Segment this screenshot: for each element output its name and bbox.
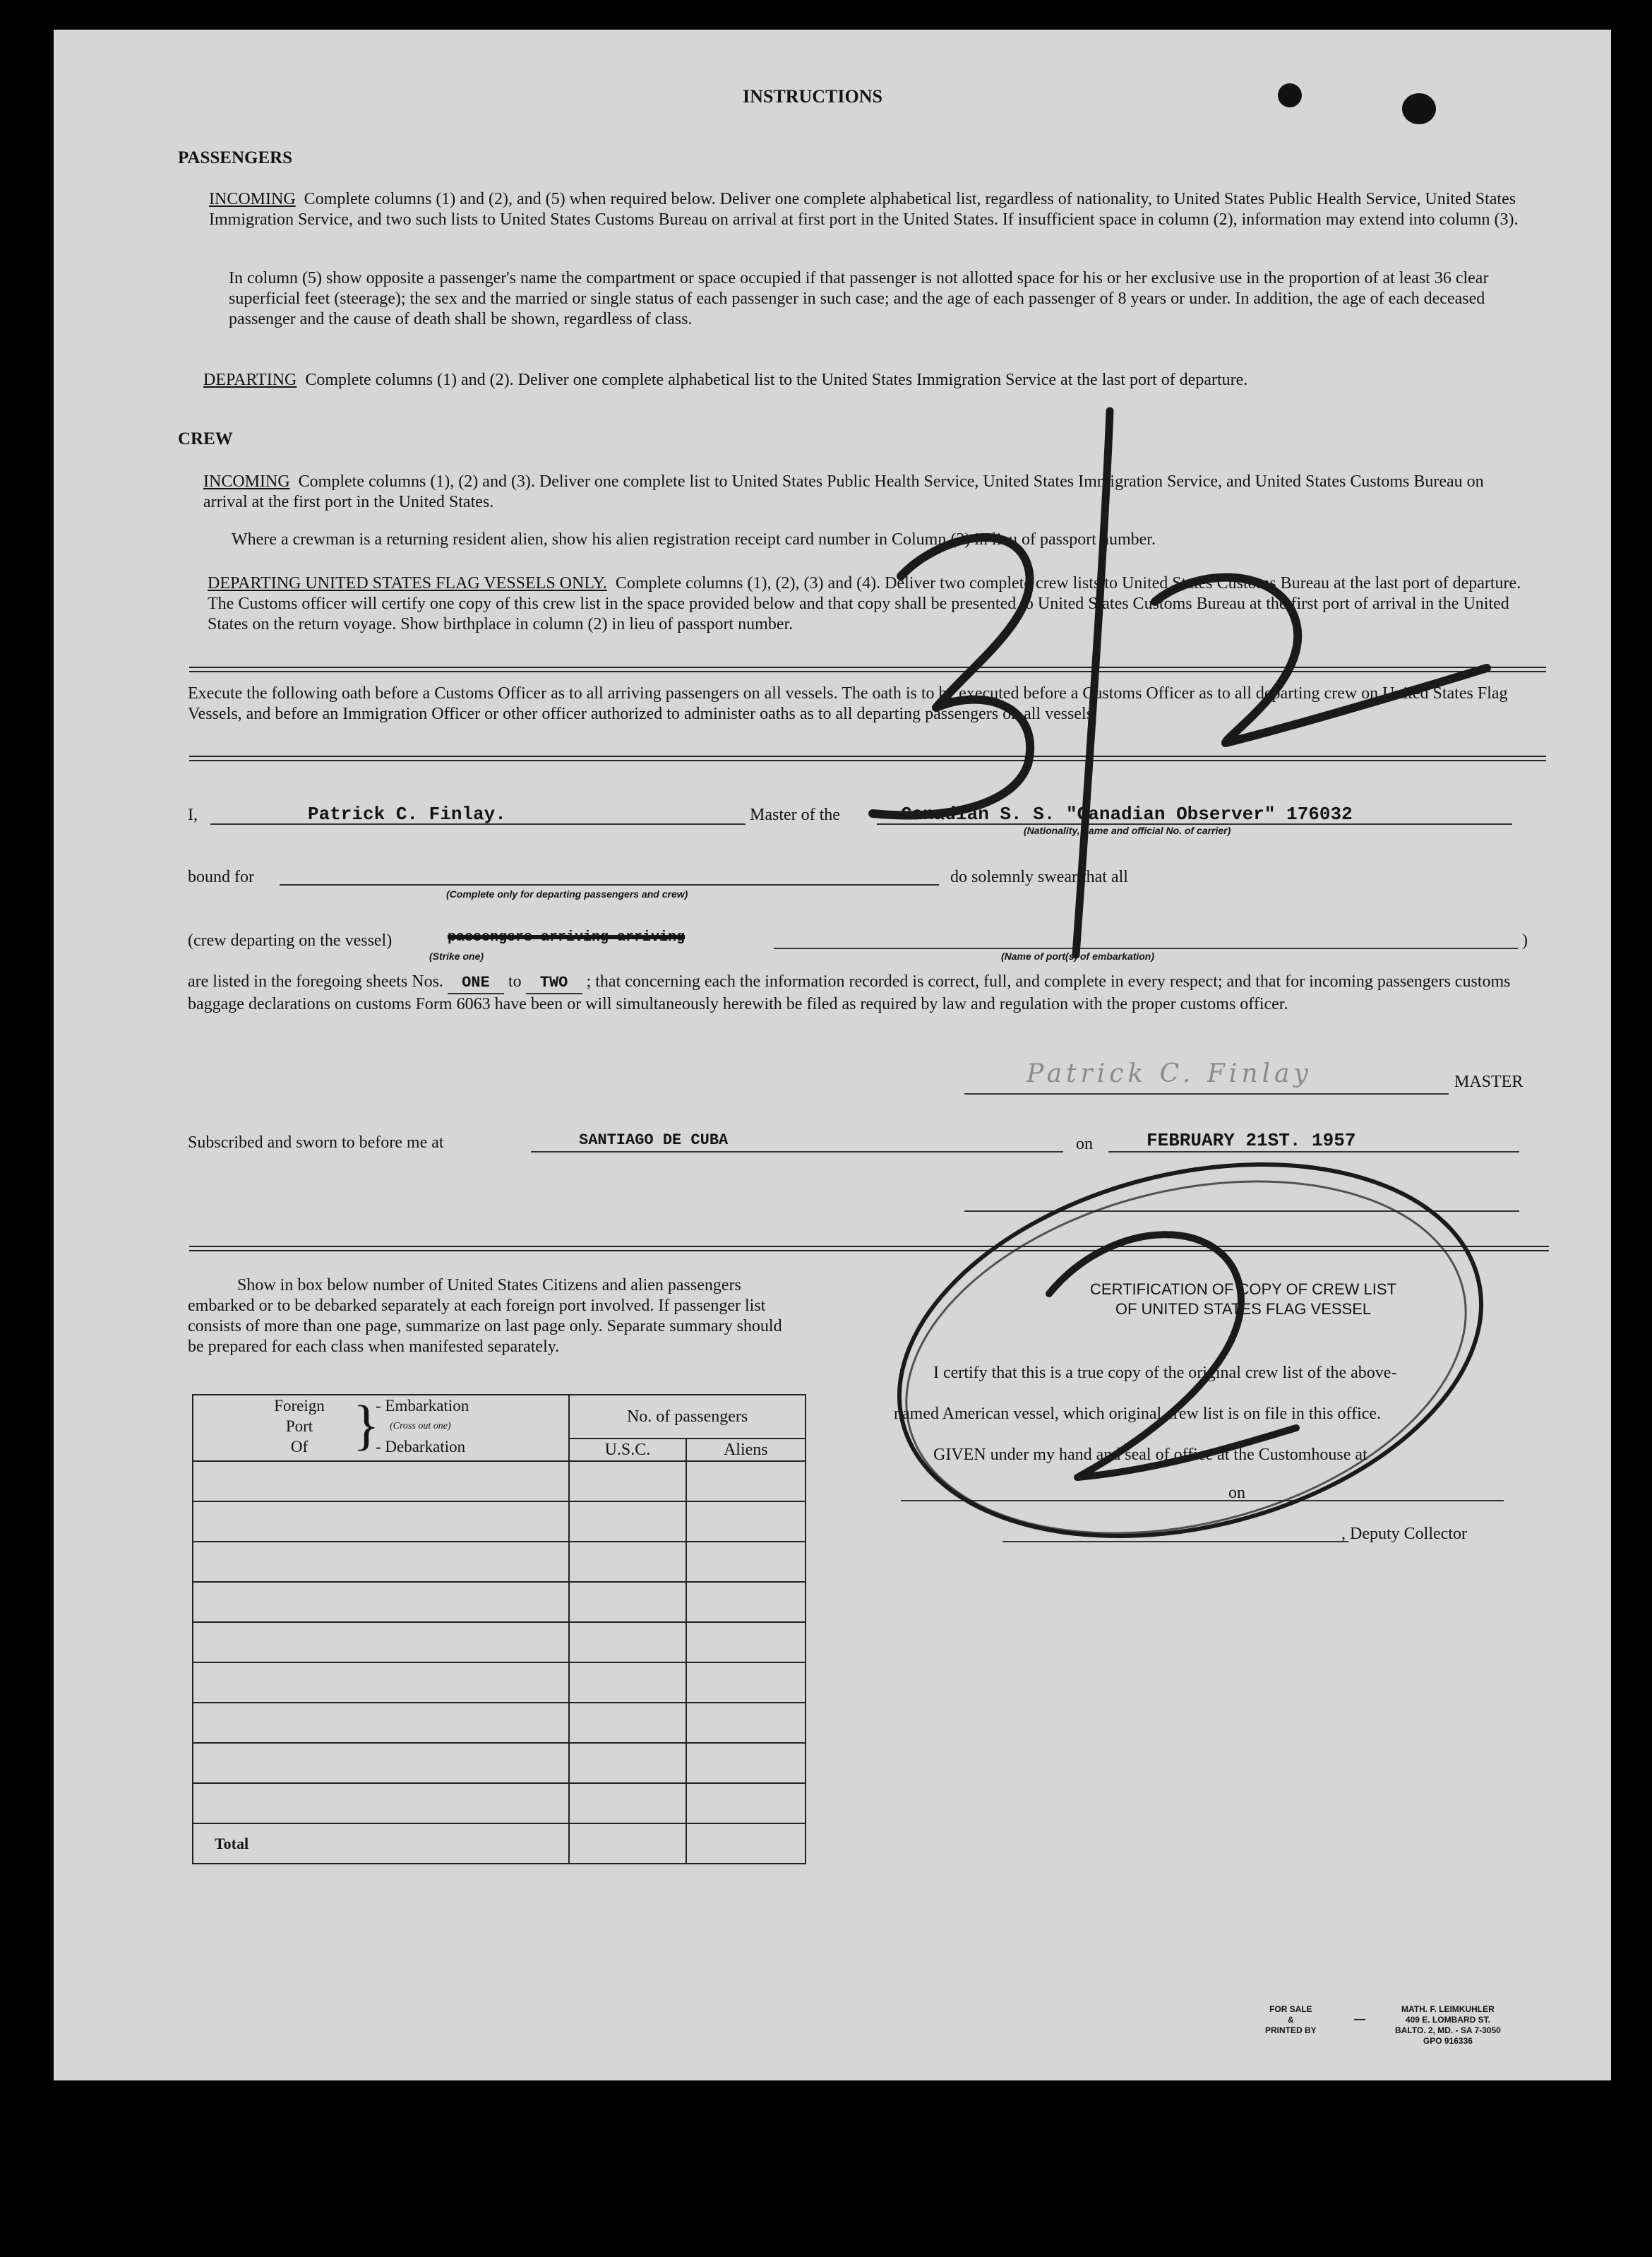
ports-caption: (Name of port(s) of embarkation) <box>1001 951 1155 962</box>
master-of-label: Master of the <box>750 806 840 824</box>
sheets-prefix: are listed in the foregoing sheets Nos. <box>188 972 443 991</box>
brace: } <box>353 1394 380 1455</box>
certification-title-line1: CERTIFICATION OF COPY OF CREW LIST <box>1090 1280 1396 1298</box>
passengers-column5-paragraph: In column (5) show opposite a passenger's name the compartment or space occupied if that passenger is not allotted space for his or her exclusive use in the proportion of at least 36 clear superficial feet (steerage); the sex and the married or single status of each passenger in such case; and the age of each passenger of 8 years or under. In addition, the age of each deceased passenger and the cause of death shall be shown, regardless of class. <box>229 269 1489 328</box>
crew-incoming-label: INCOMING <box>203 472 290 491</box>
crew-departing-label: DEPARTING UNITED STATES FLAG VESSELS ONLY. <box>208 574 607 592</box>
imprint-street: 409 E. LOMBARD ST. <box>1405 2015 1490 2025</box>
imprint-for-sale: FOR SALE <box>1269 2004 1312 2014</box>
certification-line2: named American vessel, which original crew list is on file in this office. <box>894 1405 1382 1423</box>
bound-for-caption: (Complete only for departing passengers and crew) <box>446 888 688 900</box>
imprint-printer: MATH. F. LEIMKUHLER <box>1401 2004 1495 2014</box>
aliens-header: Aliens <box>686 1439 806 1461</box>
imprint-left <box>1265 2004 1317 2036</box>
imprint-right <box>1395 2004 1501 2047</box>
crew-heading: CREW <box>178 429 233 448</box>
imprint-city: BALTO. 2, MD. - SA 7-3050 <box>1395 2025 1501 2035</box>
handwritten-sheet-number <box>1063 524 1064 525</box>
sworn-date: FEBRUARY 21ST. 1957 <box>1147 1130 1356 1151</box>
of-label: Of <box>290 1438 309 1455</box>
sheet-to: TWO <box>526 972 582 994</box>
swear-text: do solemnly swear that all <box>950 868 1128 886</box>
imprint-ampersand: & <box>1288 2015 1294 2025</box>
vessel-name: Canadian S. S. "Canadian Observer" 176032 <box>901 804 1353 825</box>
passengers-heading: PASSENGERS <box>178 148 293 167</box>
struck-text: passengers arriving arriving <box>448 929 686 946</box>
no-passengers-header: No. of passengers <box>569 1395 806 1439</box>
handwritten-marks <box>54 30 1611 2080</box>
page-title: INSTRUCTIONS <box>743 86 882 107</box>
form-sheet <box>54 30 1611 2080</box>
strike-caption: (Strike one) <box>429 951 484 962</box>
summary-instructions: Show in box below number of United States Citizens and alien passengers embarked or to be debarked separately at each foreign port involved. If passenger list consists of more than one page, summarize on last page only. Separate summary should be prepared for each class when manifested separately. <box>188 1276 782 1356</box>
crew-incoming-text: Complete columns (1), (2) and (3). Deliver one complete list to United States Public Health Service, United States Immigration Service, and United States Customs Bureau on arrival at the first port in the United States. <box>203 472 1484 511</box>
usc-header: U.S.C. <box>569 1439 686 1461</box>
passengers-departing-text: Complete columns (1) and (2). Deliver one complete alphabetical list to the United States Immigration Service at the last port of departure. <box>305 371 1248 389</box>
imprint-printed-by: PRINTED BY <box>1265 2025 1317 2035</box>
crew-resident-paragraph: Where a crewman is a returning resident alien, show his alien registration receipt card number in Column (2) in lieu of passport number. <box>232 530 1156 549</box>
master-signature: Patrick C. Finlay <box>1026 1059 1312 1088</box>
certification-on-label: on <box>1228 1484 1245 1502</box>
passengers-incoming-label: INCOMING <box>209 190 296 208</box>
sworn-place: SANTIAGO DE CUBA <box>579 1131 729 1149</box>
master-name: Patrick C. Finlay. <box>308 804 506 825</box>
deputy-collector-label: , Deputy Collector <box>1341 1525 1467 1543</box>
imprint-dash: — <box>1354 2013 1365 2025</box>
crew-departing-text: Complete columns (1), (2), (3) and (4). Deliver two complete crew lists to United States Customs Bureau at the last port of departure. The Customs officer will certify one copy of this crew list in the space provided below and that copy shall be presented to United States Customs Bureau at the first port of arrival in the United States on the return voyage. Show birthplace in column (2) in lieu of passport number. <box>208 574 1521 633</box>
passengers-incoming-text: Complete columns (1) and (2), and (5) when required below. Deliver one complete alphabetical list, regardless of nationality, to United States Public Health Service, United States Immigration Service, and two such lists to United States Customs Bureau on arrival at first port in the United States. If insufficient space in column (2), information may extend into column (3). <box>209 190 1519 229</box>
bound-for-label: bound for <box>188 868 254 886</box>
master-label: MASTER <box>1454 1073 1524 1091</box>
certification-line3: GIVEN under my hand and seal of office at the Customhouse at <box>933 1446 1367 1464</box>
crew-departing-label: (crew departing on the vessel) <box>188 931 393 950</box>
on-label: on <box>1076 1135 1093 1153</box>
passengers-departing-label: DEPARTING <box>203 371 297 389</box>
sheets-suffix: ; that concerning each the information recorded is correct, full, and complete in every respect; and that for incoming passengers customs baggage declarations on customs Form 6063 have been or will simultaneously herewith be filed as required by law and regulation with the proper customs officer. <box>188 972 1511 1013</box>
closing-paren: ) <box>1522 931 1528 950</box>
subscribed-label: Subscribed and sworn to before me at <box>188 1133 444 1152</box>
certification-line1: I certify that this is a true copy of the original crew list of the above- <box>933 1364 1397 1382</box>
foreign-label: Foreign <box>274 1397 325 1415</box>
embarkation-label: - Embarkation <box>376 1397 469 1415</box>
certification-title-line2: OF UNITED STATES FLAG VESSEL <box>1115 1300 1372 1318</box>
vessel-caption: (Nationality, name and official No. of carrier) <box>1024 825 1231 836</box>
oath-intro: Execute the following oath before a Customs Officer as to all arriving passengers on all vessels. The oath is to be executed before a Customs Officer as to all departing crew on United States Flag Vessels, and before an Immigration Officer or other officer authorized to administer oaths as to all departing passengers on all vessels. <box>188 684 1508 723</box>
sheet-from: ONE <box>448 972 504 994</box>
total-label: Total <box>193 1823 569 1864</box>
imprint-gpo: GPO 916336 <box>1423 2036 1473 2046</box>
cross-out-label: (Cross out one) <box>390 1421 451 1431</box>
port-label: Port <box>285 1417 313 1435</box>
to-label: to <box>508 972 522 991</box>
debarkation-label: - Debarkation <box>376 1438 466 1455</box>
oath-i-label: I, <box>188 806 198 824</box>
